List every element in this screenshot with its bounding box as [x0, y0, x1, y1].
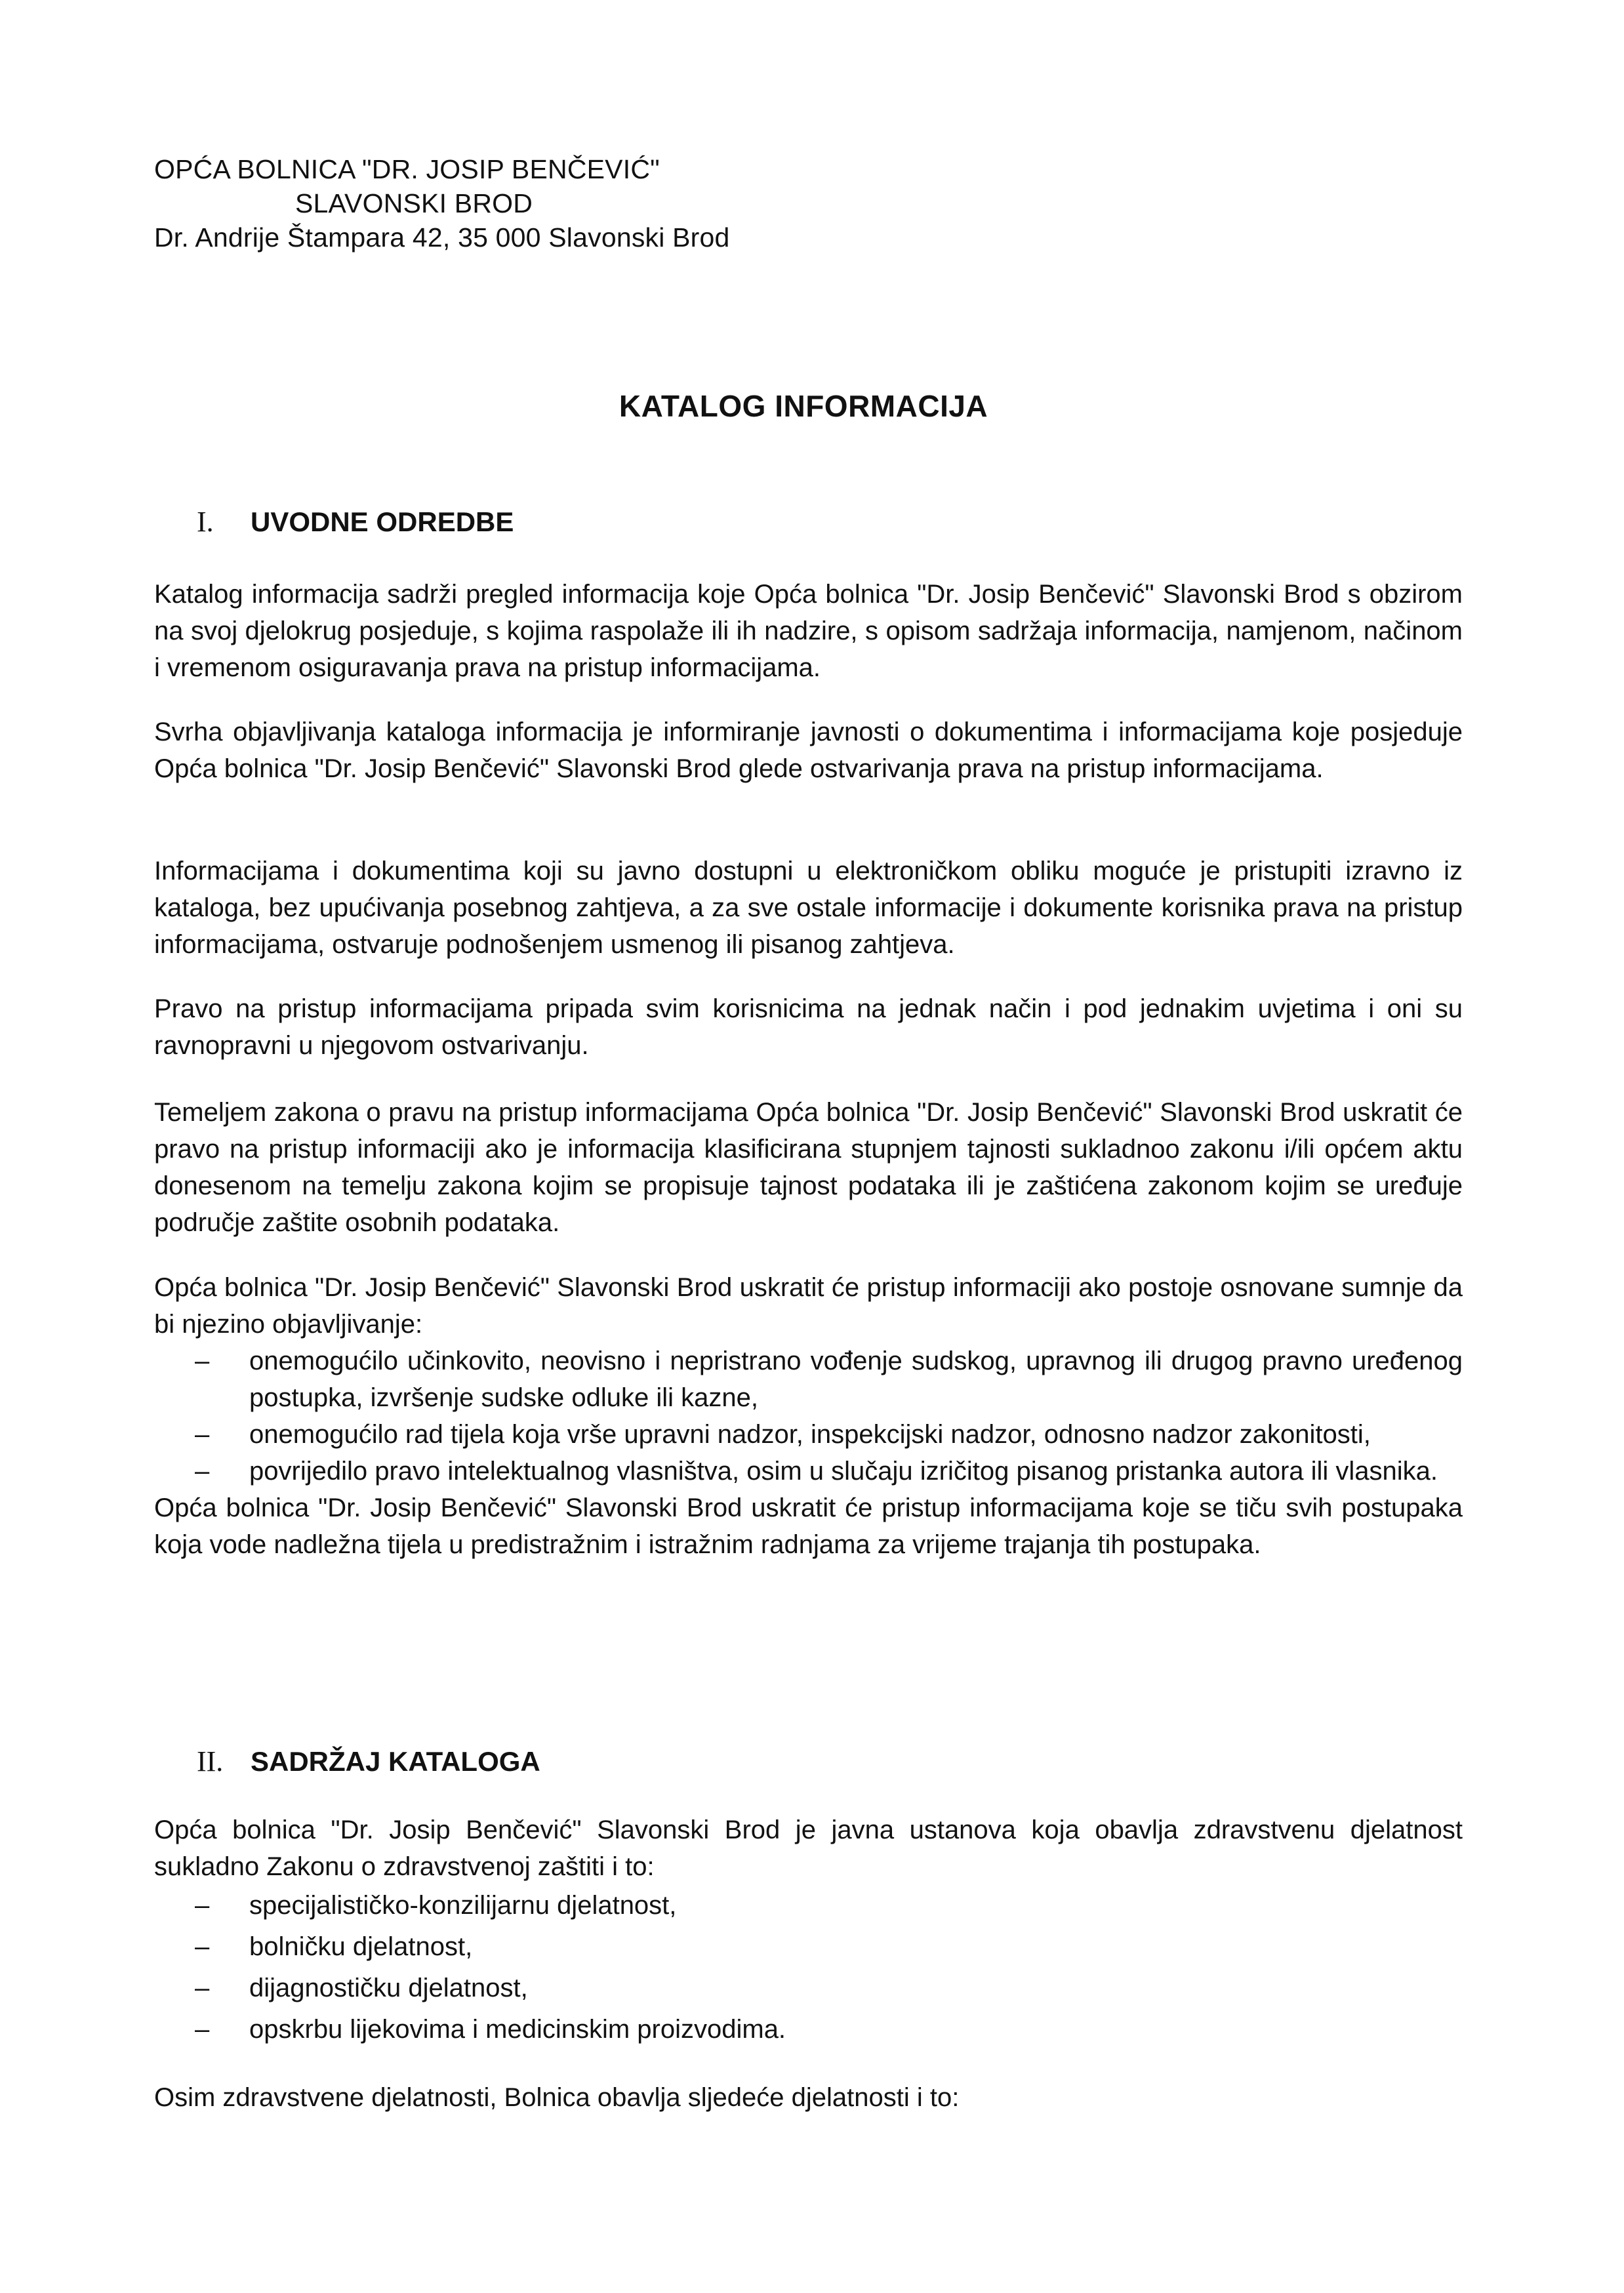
section-1-body-6 [154, 1269, 1463, 1563]
list-item-text: opskrbu lijekovima i medicinskim proizvodima. [249, 2015, 786, 2044]
document-title: KATALOG INFORMACIJA [619, 389, 988, 423]
bullet-list [154, 1343, 1463, 1490]
dash-bullet-icon: – [195, 1891, 210, 1920]
section-1-body-4 [154, 990, 1463, 1064]
section-1-title: UVODNE ODREDBE [251, 506, 514, 537]
paragraph: Temeljem zakona o pravu na pristup informacijama Opća bolnica "Dr. Josip Benčević" Slavonski Brod uskratit će pravo na pristup informaciji ako je informacija klasificirana stupnjem tajnosti sukladnoo zakonu i/ili općem aktu donesenom na temelju zakona kojim se propisuje tajnost podataka ili je zaštićena zakonom kojim se uređuje područje zaštite osobnih podataka. [154, 1098, 1463, 1237]
dash-bullet-icon: – [195, 2015, 210, 2044]
dash-bullet-icon: – [195, 1974, 210, 2002]
list-item [154, 1416, 1463, 1453]
section-2-body-2 [154, 2079, 1463, 2116]
section-1-body-2 [154, 714, 1463, 787]
list-item [154, 2009, 1463, 2050]
list-item-text: dijagnostičku djelatnost, [249, 1974, 528, 2002]
list-item [154, 1453, 1463, 1490]
list-item-text: onemogućilo rad tijela koja vrše upravni nadzor, inspekcijski nadzor, odnosno nadzor zakonitosti, [249, 1420, 1371, 1449]
list-item [154, 1885, 1463, 1926]
list-item [154, 1968, 1463, 2009]
section-1-body [154, 576, 1463, 686]
section-1-heading [197, 505, 514, 538]
dash-bullet-icon: – [195, 1457, 210, 1486]
section-2-heading [197, 1745, 540, 1778]
section-2-body [154, 1812, 1463, 2050]
section-2-numeral: II. [197, 1745, 224, 1777]
org-address: Dr. Andrije Štampara 42, 35 000 Slavonski Brod [154, 222, 730, 253]
list-item-text: bolničku djelatnost, [249, 1932, 473, 1961]
list-item [154, 1926, 1463, 1968]
section-1-numeral: I. [197, 506, 214, 538]
paragraph: Informacijama i dokumentima koji su javno dostupni u elektroničkom obliku moguće je pristupiti izravno iz kataloga, bez upućivanja posebnog zahtjeva, a za sve ostale informacije i dokumente korisnika prava na pristup informacijama, ostvaruje podnošenjem usmenog ili pisanog zahtjeva. [154, 857, 1463, 959]
paragraph: Opća bolnica "Dr. Josip Benčević" Slavonski Brod uskratit će pristup informacijama koje se tiču svih postupaka koja vode nadležna tijela u predistražnim i istražnim radnjama za vrijeme trajanja tih postupaka. [154, 1493, 1463, 1559]
list-item [154, 1343, 1463, 1416]
section-1-body-5 [154, 1094, 1463, 1241]
paragraph: Pravo na pristup informacijama pripada svim korisnicima na jednak način i pod jednakim uvjetima i oni su ravnopravni u njegovom ostvarivanju. [154, 994, 1463, 1060]
dash-bullet-icon: – [195, 1932, 210, 1961]
bullet-list [154, 1885, 1463, 2050]
paragraph-intro: Opća bolnica "Dr. Josip Benčević" Slavonski Brod je javna ustanova koja obavlja zdravstvenu djelatnost sukladno Zakonu o zdravstvenoj zaštiti i to: [154, 1816, 1463, 1881]
dash-bullet-icon: – [195, 1347, 210, 1375]
list-item-text: specijalističko-konzilijarnu djelatnost, [249, 1891, 677, 1920]
paragraph: Katalog informacija sadrži pregled informacija koje Opća bolnica "Dr. Josip Benčević" Slavonski Brod s obzirom na svoj djelokrug posjeduje, s kojima raspolaže ili ih nadzire, s opisom sadržaja informacija, namjenom, načinom i vremenom osiguravanja prava na pristup informacijama. [154, 580, 1463, 682]
section-2-title: SADRŽAJ KATALOGA [251, 1746, 540, 1777]
section-1-body-3 [154, 853, 1463, 963]
paragraph-intro: Opća bolnica "Dr. Josip Benčević" Slavonski Brod uskratit će pristup informaciji ako postoje osnovane sumnje da bi njezino objavljivanje: [154, 1273, 1463, 1339]
list-item-text: povrijedilo pravo intelektualnog vlasništva, osim u slučaju izričitog pisanog pristanka autora ili vlasnika. [249, 1457, 1438, 1486]
dash-bullet-icon: – [195, 1420, 210, 1449]
org-city: SLAVONSKI BROD [295, 188, 533, 218]
org-name: OPĆA BOLNICA "DR. JOSIP BENČEVIĆ" [154, 154, 660, 184]
paragraph: Osim zdravstvene djelatnosti, Bolnica obavlja sljedeće djelatnosti i to: [154, 2083, 960, 2112]
paragraph: Svrha objavljivanja kataloga informacija je informiranje javnosti o dokumentima i informacijama koje posjeduje Opća bolnica "Dr. Josip Benčević" Slavonski Brod glede ostvarivanja prava na pristup informacijama. [154, 718, 1463, 783]
list-item-text: onemogućilo učinkovito, neovisno i nepristrano vođenje sudskog, upravnog ili drugog pravno uređenog postupka, izvršenje sudske odluke ili kazne, [249, 1347, 1463, 1412]
